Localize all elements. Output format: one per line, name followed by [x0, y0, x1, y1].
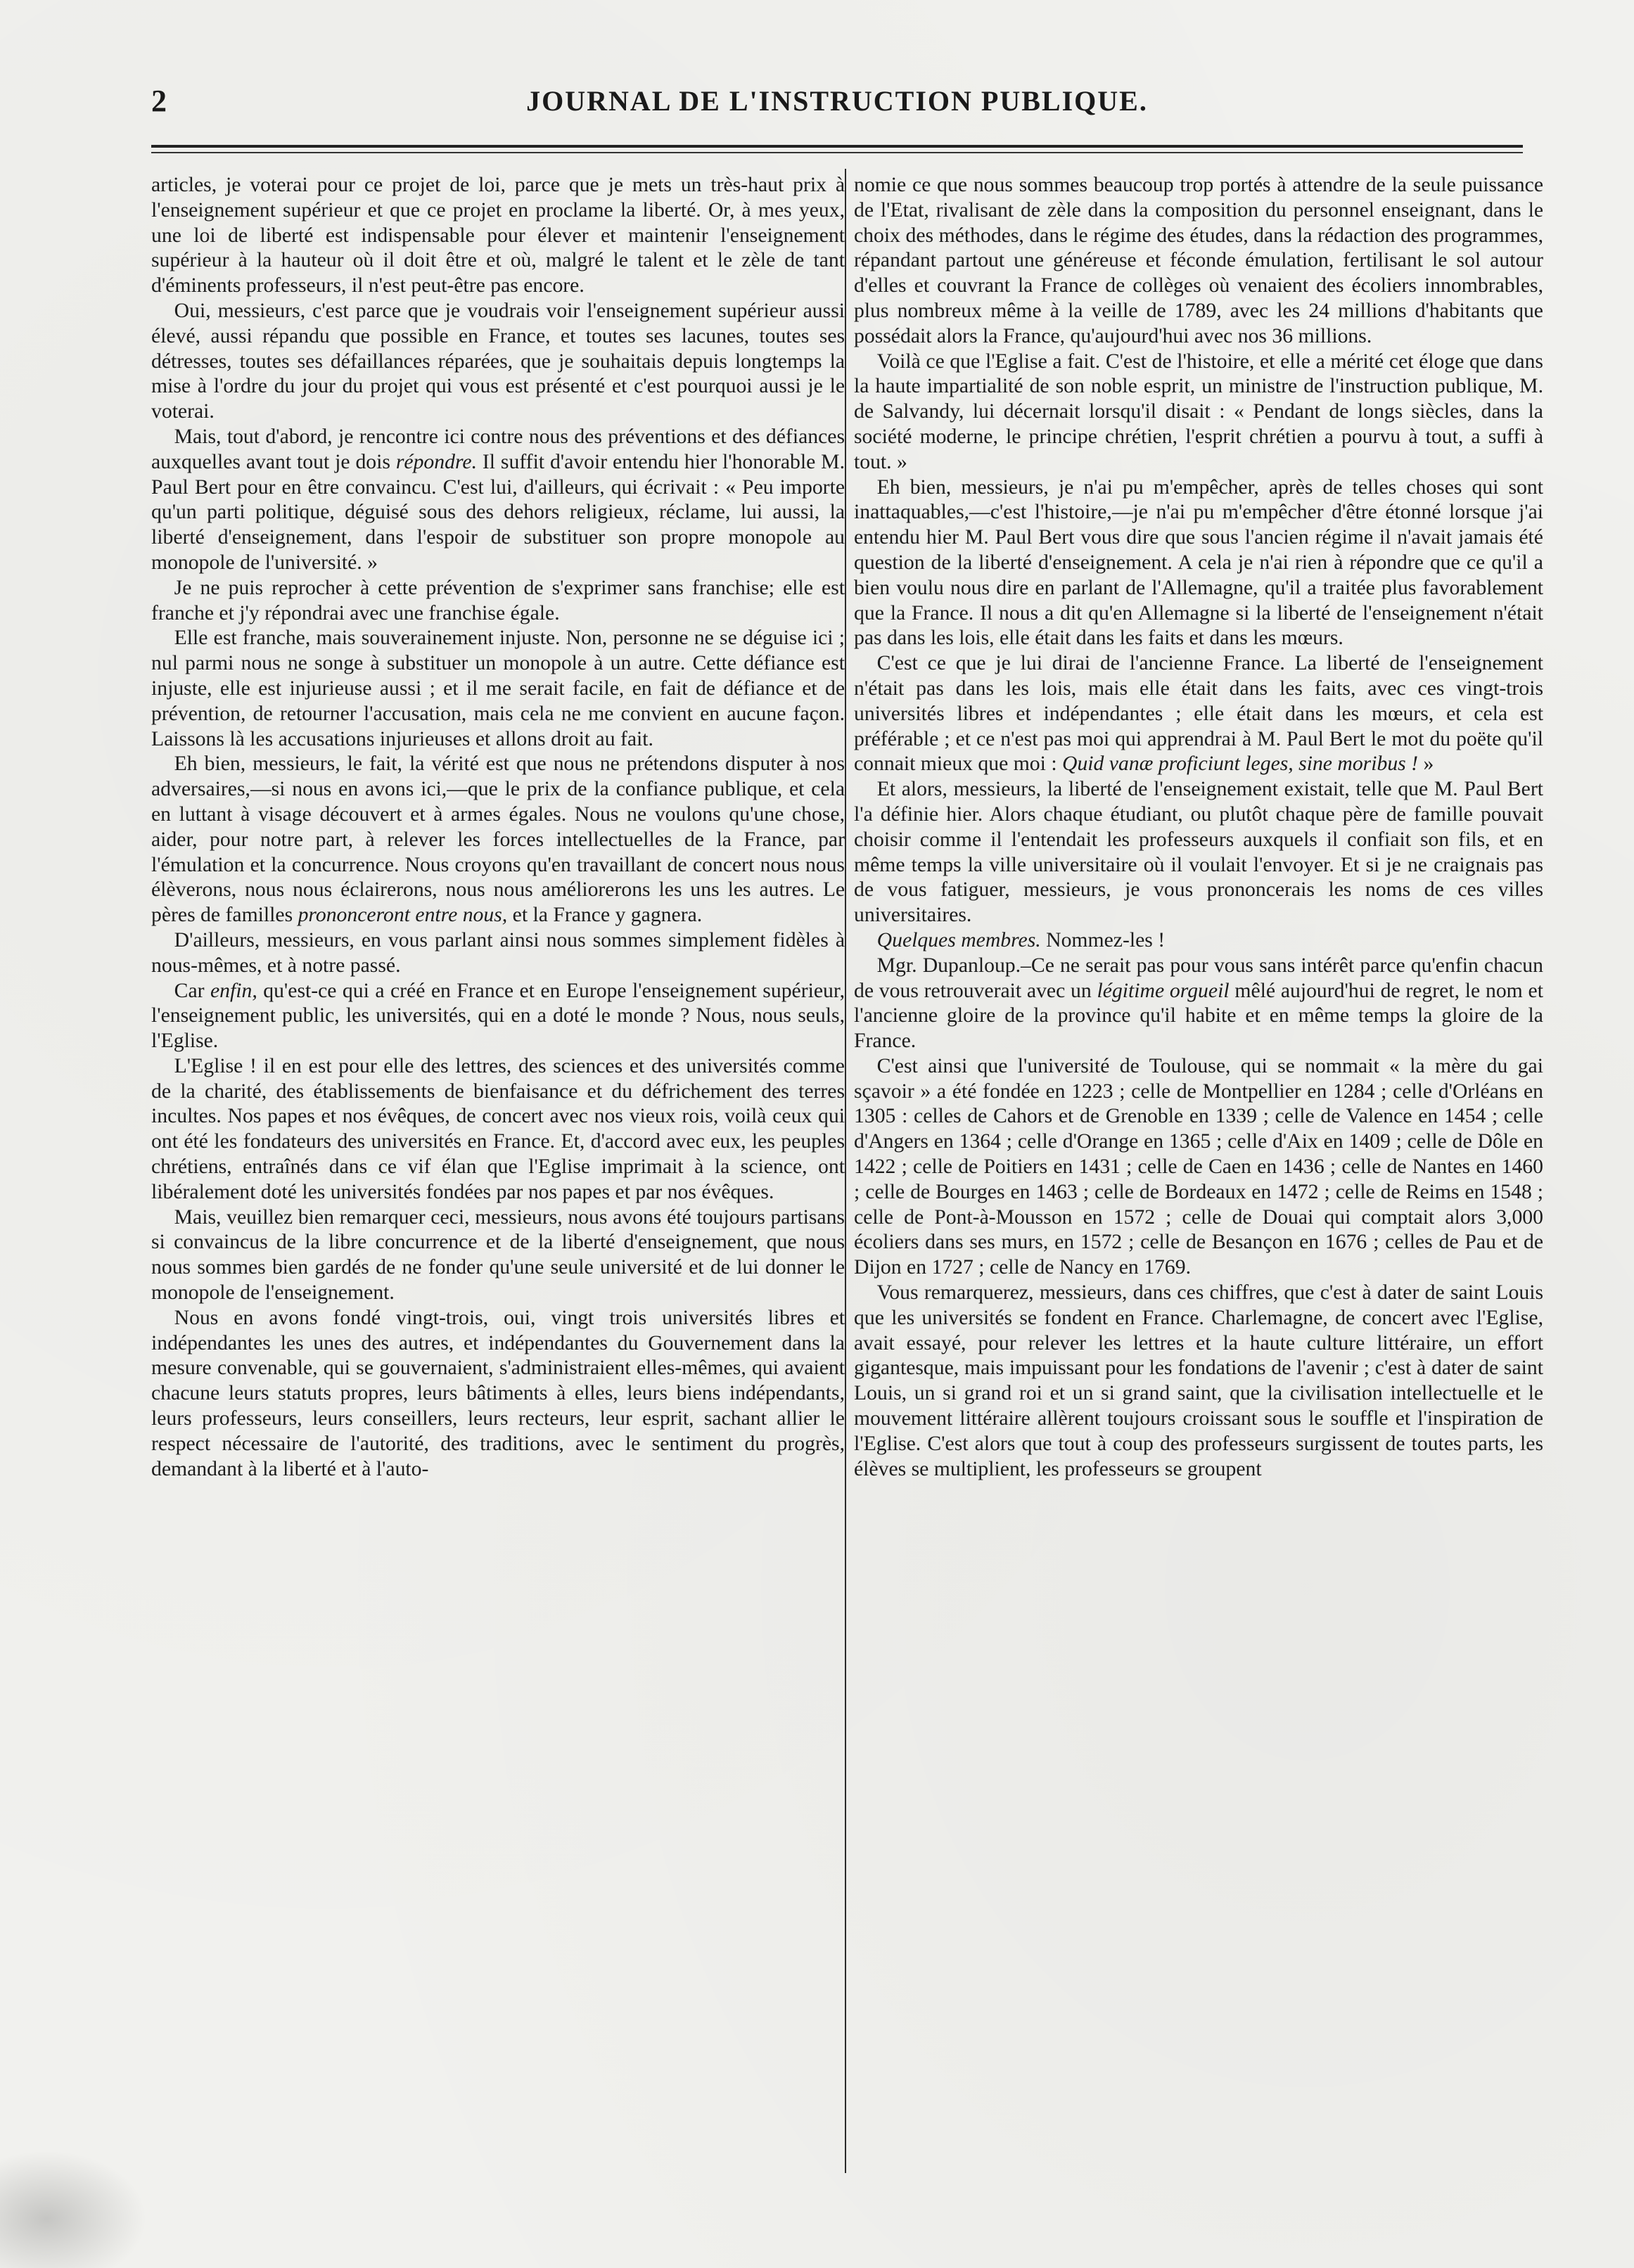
- text-segment: Mgr. Dupanloup.–Ce ne serait pas pour vous sans intérêt parce qu'enfin chacun de vous retrouverait avec un: [854, 954, 1543, 1002]
- article-paragraph: [854, 777, 1543, 928]
- article-paragraph: [151, 299, 845, 425]
- text-segment: et la France y gagnera.: [507, 904, 703, 927]
- article-paragraph: [151, 1205, 845, 1306]
- text-segment: Oui, messieurs, c'est parce que je voudrais voir l'enseignement supérieur aussi élevé, aussi répandu que possible en France, et toutes ses lacunes, toutes ses détresses, toutes ses défaillances réparées, que je souhaitais depuis longtemps la mise à l'ordre du jour du projet qui vous est présenté et c'est pourquoi aussi je le voterai.: [151, 299, 845, 423]
- text-segment: Eh bien, messieurs, le fait, la vérité est que nous ne prétendons disputer à nos adversaires,—si nous en avons ici,—que le prix de la confiance publique, et cela en luttant à visage découvert et à armes égales. Nous ne voulons qu'une chose, aider, pour notre part, à relever les forces intellectuelles de la France, par l'émulation et la concurrence. Nous croyons qu'en travaillant de concert nous nous élèverons, nous nous éclairerons, nous nous améliorerons les uns les autres. Le pères de familles: [151, 752, 845, 927]
- italic-text: légitime orgueil: [1097, 979, 1230, 1002]
- text-segment: Voilà ce que l'Eglise a fait. C'est de l'histoire, et elle a mérité cet éloge que dans la haute impartialité de son noble esprit, un ministre de l'instruction publique, M. de Salvandy, lui décernait lorsqu'il disait : « Pendant de longs siècles, dans la société moderne, le principe chrétien, l'esprit chrétien a pourvu à tout, a suffi à tout. »: [854, 350, 1543, 473]
- article-paragraph: [854, 954, 1543, 1054]
- journal-title: JOURNAL DE L'INSTRUCTION PUBLIQUE.: [526, 85, 1148, 117]
- italic-text: Quid vanæ proficiunt leges, sine moribus !: [1062, 752, 1419, 776]
- article-paragraph: [854, 1054, 1543, 1281]
- text-segment: Elle est franche, mais souverainement injuste. Non, personne ne se déguise ici ; nul parmi nous ne songe à substituer un monopole à un autre. Cette défiance est injuste, elle est injurieuse aussi ; et il me serait facile, en fait de défiance et de prévention, de retourner l'accusation, mais cela ne me convient en aucune façon. Laissons là les accusations injurieuses et allons droit au fait.: [151, 627, 845, 750]
- text-segment: Nommez-les !: [1040, 928, 1166, 952]
- italic-text: enfin,: [210, 979, 257, 1002]
- article-paragraph: [854, 928, 1543, 954]
- text-segment: C'est ce que je lui dirai de l'ancienne France. La liberté de l'enseignement n'était pas dans les lois, mais elle était dans les faits, avec ces vingt-trois universités libres et indépendantes ; elle était dans les mœurs, et cela est préférable ; et ce n'est pas moi qui apprendrai à M. Paul Bert le mot du poëte qu'il connait mieux que moi :: [854, 652, 1543, 776]
- text-segment: Nous en avons fondé vingt-trois, oui, vingt trois universités libres et indépendantes les unes des autres, et indépendantes du Gouvernement dans la mesure convenable, qui se gouvernaient, s'administraient elles-mêmes, qui avaient chacune leurs statuts propres, leurs bâtiments à elles, leurs biens indépendants, leurs professeurs, leurs conseillers, leurs recteurs, leur esprit, sachant allier le respect nécessaire de l'autorité, des traditions, avec le sentiment du progrès, demandant à la liberté et à l'auto-: [151, 1306, 845, 1480]
- text-segment: Il suffit d'avoir entendu hier l'honorable M. Paul Bert pour en être convaincu. C'est lui, d'ailleurs, qui écrivait : « Peu importe qu'un parti politique, déguisé sous des dehors religieux, réclame, lui aussi, la liberté d'enseignement, dans l'espoir de substituer son propre monopole au monopole de l'université. »: [151, 450, 845, 574]
- italic-text: prononceront entre nous,: [298, 904, 508, 927]
- text-segment: C'est ainsi que l'université de Toulouse, qui se nommait « la mère du gai sçavoir » a été fondée en 1223 ; celle de Montpellier en 1284 ; celle d'Orléans en 1305 : celles de Cahors et de Grenoble en 1339 ; celle de Valence en 1454 ; celle d'Angers en 1364 ; celle d'Orange en 1365 ; celle d'Aix en 1409 ; celle de Dôle en 1422 ; celle de Poitiers en 1431 ; celle de Caen en 1436 ; celle de Nantes en 1460 ; celle de Bourges en 1463 ; celle de Bordeaux en 1472 ; celle de Reims en 1548 ; celle de Pont-à-Mousson en 1572 ; celle de Douai qui comptait alors 3,000 écoliers dans ses murs, en 1572 ; celle de Besançon en 1676 ; celles de Pau et de Dijon en 1727 ; celle de Nancy en 1769.: [854, 1054, 1543, 1279]
- text-segment: Je ne puis reprocher à cette prévention de s'exprimer sans franchise; elle est franche et j'y répondrai avec une franchise égale.: [151, 576, 845, 624]
- page-number: 2: [151, 84, 167, 118]
- page-header: [151, 83, 1523, 125]
- article-paragraph: [151, 979, 845, 1054]
- text-segment: mêlé aujourd'hui de regret, le nom et l'ancienne gloire de la province qu'il habite et en même temps la gloire de la France.: [854, 979, 1543, 1053]
- text-segment: L'Eglise ! il en est pour elle des lettres, des sciences et des universités comme de la charité, des établissements de bienfaisance et du défrichement des terres incultes. Nos papes et nos évêques, de concert avec nos vieux rois, voilà ceux qui ont été les fondateurs des universités en France. Et, d'accord avec eux, les peuples chrétiens, entraînés dans ce vif élan que l'Eglise imprimait à la science, ont libéralement doté les universités fondées par nos papes et par nos évêques.: [151, 1054, 845, 1203]
- article-paragraph: [151, 425, 845, 576]
- text-segment: articles, je voterai pour ce projet de loi, parce que je mets un très-haut prix à l'enseignement supérieur et que ce projet en proclame la liberté. Or, à mes yeux, une loi de liberté est indispensable pour élever et maintenir l'enseignement supérieur à la hauteur où il doit être et où, malgré le talent et le zèle de tant d'éminents professeurs, il n'est peut-être pas encore.: [151, 174, 845, 297]
- article-paragraph: [151, 928, 845, 979]
- left-column: [151, 173, 845, 2163]
- text-segment: Et alors, messieurs, la liberté de l'enseignement existait, telle que M. Paul Bert l'a définie hier. Alors chaque étudiant, ou plutôt chaque père de famille pouvait choisir comme il l'entendait les professeurs auxquels il confiait son fils, et en même temps la ville universitaire où il voulait l'envoyer. Et si je ne craignais pas de vous fatiguer, messieurs, je vous prononcerais les noms de ces villes universitaires.: [854, 778, 1543, 927]
- header-rule-thick: [151, 145, 1523, 148]
- text-segment: Mais, tout d'abord, je rencontre ici contre nous des préventions et des défiances auxquelles avant tout je dois: [151, 425, 845, 473]
- column-divider: [845, 169, 846, 2173]
- article-paragraph: [151, 173, 845, 299]
- text-segment: nomie ce que nous sommes beaucoup trop portés à attendre de la seule puissance de l'Etat, rivalisant de zèle dans la composition du personnel enseignant, dans le choix des méthodes, dans le régime des études, dans la rédaction des programmes, répandant partout une généreuse et féconde émulation, fertilisant le sol autour d'elles et couvrant la France de collèges où venaient des écoliers innombrables, plus nombreux même à la veille de 1789, avec les 24 millions d'habitants que possédait alors la France, qu'aujourd'hui avec nos 36 millions.: [854, 174, 1543, 347]
- article-paragraph: [151, 1054, 845, 1205]
- italic-text: répondre.: [395, 450, 477, 473]
- text-segment: Vous remarquerez, messieurs, dans ces chiffres, que c'est à dater de saint Louis que les universités se fondent en France. Charlemagne, de concert avec l'Eglise, avait essayé, pour relever les lettres et la haute culture littéraire, un effort gigantesque, mais impuissant pour les fondations de l'avenir ; c'est à dater de saint Louis, un si grand roi et un si grand saint, que la civilisation intellectuelle et le mouvement littéraire allèrent toujours croissant sous le souffle et l'inspiration de l'Eglise. C'est alors que tout à coup des professeurs surgissent de toutes parts, les élèves se multiplient, les professeurs se groupent: [854, 1281, 1543, 1480]
- text-segment: Eh bien, messieurs, je n'ai pu m'empêcher, après de telles choses qui sont inattaquables,—c'est l'histoire,—je n'ai pu m'empêcher d'être étonné lorsque j'ai entendu hier M. Paul Bert vous dire que sous l'ancien régime il n'avait jamais été question de la liberté d'enseignement. A cela je n'ai rien à répondre que ce qu'il a bien voulu nous dire en parlant de l'Allemagne, qu'il a traitée plus favorablement que la France. Il nous a dit qu'en Allemagne si la liberté de l'enseignement n'était pas dans les lois, elle était dans les faits et dans les mœurs.: [854, 475, 1543, 650]
- article-paragraph: [151, 576, 845, 627]
- text-segment: Mais, veuillez bien remarquer ceci, messieurs, nous avons été toujours partisans si convaincus de la libre concurrence et de la liberté d'enseignement, que nous nous sommes bien gardés de ne fonder qu'une seule université et de lui donner le monopole de l'enseignement.: [151, 1205, 845, 1305]
- article-paragraph: [151, 752, 845, 928]
- text-segment: qu'est-ce qui a créé en France et en Europe l'enseignement supérieur, l'enseignement public, les universités, qui en a doté le monde ? Nous, nous seuls, l'Eglise.: [151, 979, 845, 1053]
- article-paragraph: [151, 626, 845, 752]
- article-paragraph: [854, 350, 1543, 475]
- print-smudge: [0, 2145, 155, 2268]
- text-segment: »: [1418, 752, 1434, 776]
- article-paragraph: [854, 475, 1543, 652]
- article-paragraph: [151, 1306, 845, 1482]
- article-paragraph: [854, 651, 1543, 777]
- text-segment: D'ailleurs, messieurs, en vous parlant ainsi nous sommes simplement fidèles à nous-mêmes, et à notre passé.: [151, 928, 845, 977]
- article-paragraph: [854, 173, 1543, 350]
- text-segment: Car: [174, 979, 210, 1002]
- header-rule-thin: [151, 152, 1523, 153]
- article-paragraph: [854, 1281, 1543, 1482]
- right-column: [854, 173, 1543, 2163]
- italic-text: Quelques membres.: [876, 928, 1041, 952]
